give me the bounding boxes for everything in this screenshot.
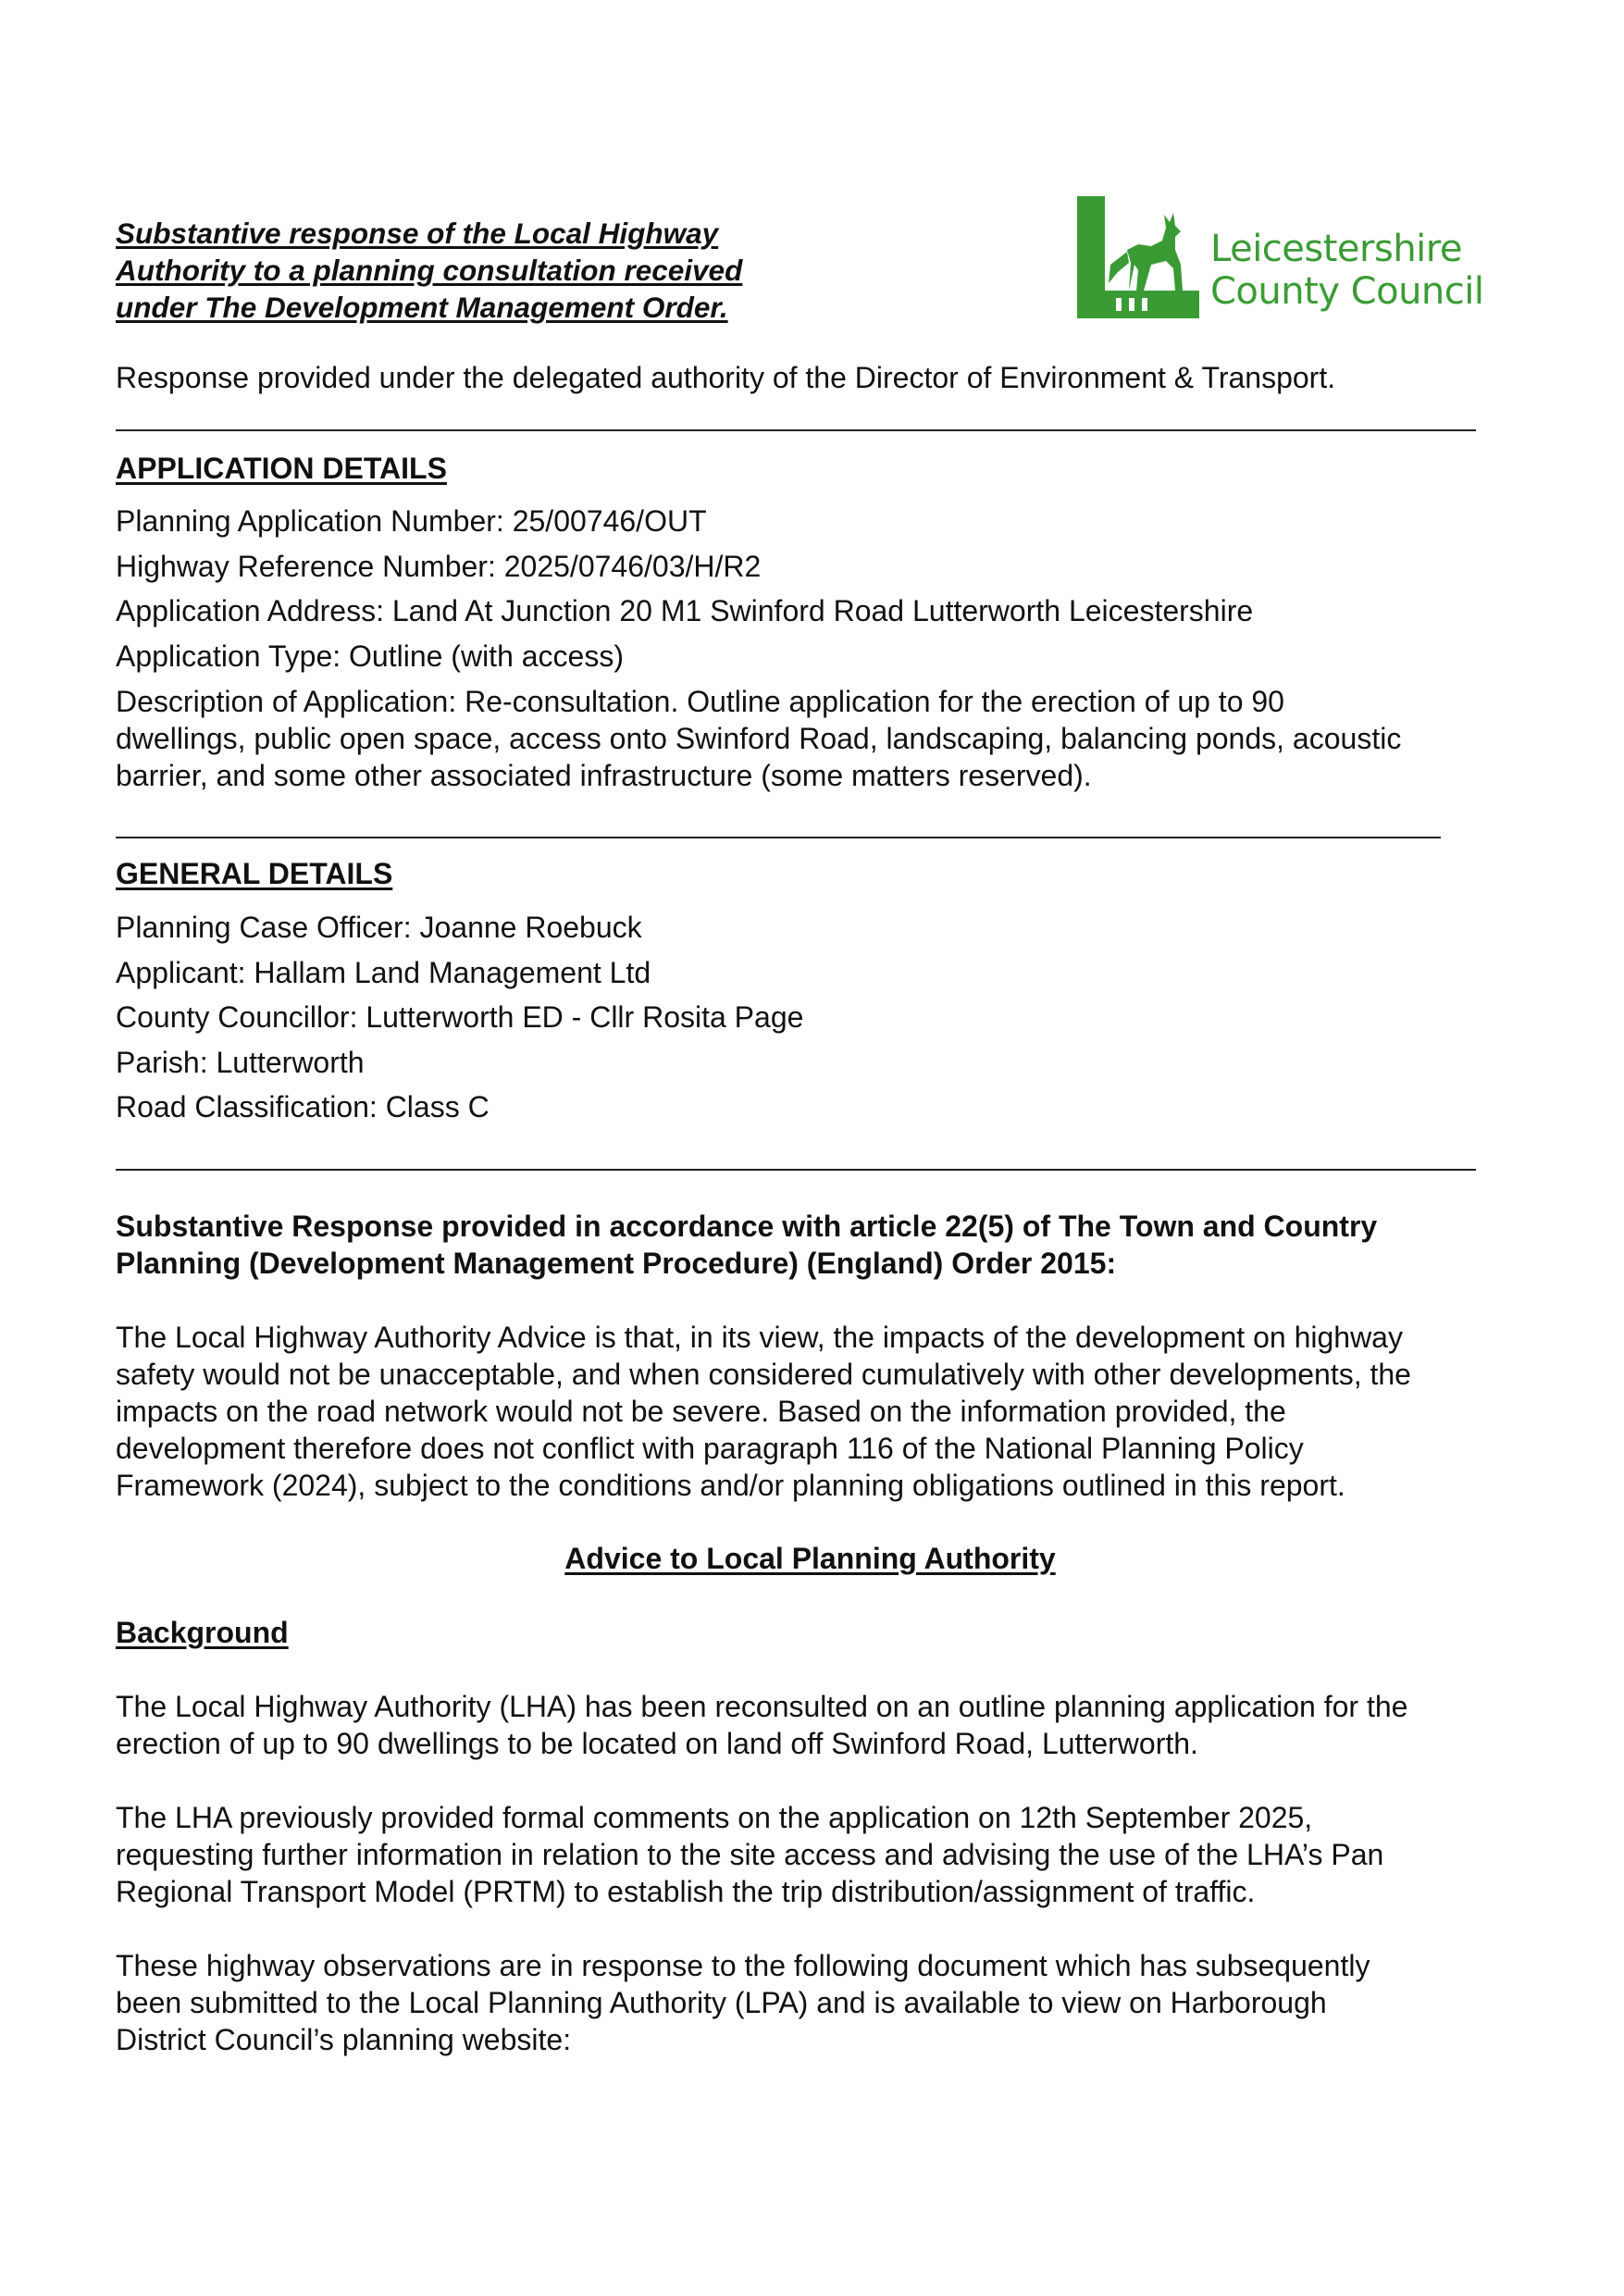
detail-line: Planning Case Officer: Joanne Roebuck <box>116 911 642 944</box>
detail-line: Parish: Lutterworth <box>116 1045 365 1079</box>
detail-line: Application Type: Outline (with access) <box>116 639 624 673</box>
logo-line-1: Leicestershire <box>1210 228 1462 270</box>
description-line: Description of Application: Re-consultation. Outline application for the erection of up to 90 <box>116 685 1284 718</box>
logo-text <box>1210 228 1484 313</box>
detail-line: County Councillor: Lutterworth ED - Cllr Rosita Page <box>116 1000 804 1034</box>
paragraph-line: been submitted to the Local Planning Authority (LPA) and is available to view on Harborough <box>116 1986 1327 2019</box>
background-paragraph-2 <box>116 1799 1541 1910</box>
detail-line: Applicant: Hallam Land Management Ltd <box>116 955 651 989</box>
detail-line: Application Address: Land At Junction 20 M1 Swinford Road Lutterworth Leicestershire <box>116 594 1254 627</box>
logo-line-2: County Council <box>1210 270 1484 313</box>
paragraph-line: Regional Transport Model (PRTM) to establish the trip distribution/assignment of traffic. <box>116 1875 1256 1908</box>
divider <box>116 1169 1476 1171</box>
paragraph-line: requesting further information in relation to the site access and advising the use of the LHA’s Pan <box>116 1838 1384 1871</box>
divider <box>116 837 1441 838</box>
background-paragraph-1 <box>116 1688 1541 1762</box>
paragraph-line: The Local Highway Authority (LHA) has been reconsulted on an outline planning application for the <box>116 1690 1408 1723</box>
title-line: Substantive response of the Local Highway <box>116 217 719 250</box>
background-paragraph-3 <box>116 1947 1541 2058</box>
paragraph-line: impacts on the road network would not be severe. Based on the information provided, the <box>116 1395 1286 1428</box>
paragraph-line: safety would not be unacceptable, and when considered cumulatively with other developments, the <box>116 1358 1411 1391</box>
paragraph-line: The Local Highway Authority Advice is that, in its view, the impacts of the development on highway <box>116 1321 1403 1354</box>
title-line: Authority to a planning consultation received <box>116 254 743 287</box>
detail-line: Road Classification: Class C <box>116 1090 490 1123</box>
paragraph-line: District Council’s planning website: <box>116 2023 572 2056</box>
paragraph-line: erection of up to 90 dwellings to be located on land off Swinford Road, Lutterworth. <box>116 1727 1198 1760</box>
background-heading: Background <box>116 1616 289 1649</box>
description-line: barrier, and some other associated infrastructure (some matters reserved). <box>116 759 1092 792</box>
application-description <box>116 683 1541 794</box>
detail-line: Planning Application Number: 25/00746/OUT <box>116 504 707 538</box>
detail-line: Highway Reference Number: 2025/0746/03/H/R2 <box>116 549 762 583</box>
heading-line: Planning (Development Management Procedure) (England) Order 2015: <box>116 1247 1117 1280</box>
advice-heading: Advice to Local Planning Authority <box>564 1542 1056 1575</box>
paragraph-line: development therefore does not conflict with paragraph 116 of the National Planning Policy <box>116 1432 1304 1465</box>
document-title <box>116 215 819 326</box>
application-details-heading: APPLICATION DETAILS <box>116 452 447 485</box>
council-logo <box>1073 191 1499 329</box>
intro-text: Response provided under the delegated authority of the Director of Environment & Transport. <box>116 361 1336 394</box>
general-details-heading: GENERAL DETAILS <box>116 857 393 890</box>
application-details-list <box>116 499 1253 678</box>
paragraph-line: These highway observations are in response to the following document which has subsequently <box>116 1949 1370 1982</box>
general-details-list <box>116 905 803 1130</box>
advice-paragraph <box>116 1319 1541 1504</box>
heading-line: Substantive Response provided in accordance with article 22(5) of The Town and Country <box>116 1210 1378 1243</box>
paragraph-line: Framework (2024), subject to the conditions and/or planning obligations outlined in this report. <box>116 1469 1345 1502</box>
description-line: dwellings, public open space, access onto Swinford Road, landscaping, balancing ponds, acoustic <box>116 722 1402 755</box>
fox-logo-icon <box>1073 191 1203 329</box>
substantive-response-heading <box>116 1208 1377 1282</box>
divider <box>116 429 1476 431</box>
title-line: under The Development Management Order. <box>116 291 728 324</box>
paragraph-line: The LHA previously provided formal comments on the application on 12th September 2025, <box>116 1801 1313 1834</box>
